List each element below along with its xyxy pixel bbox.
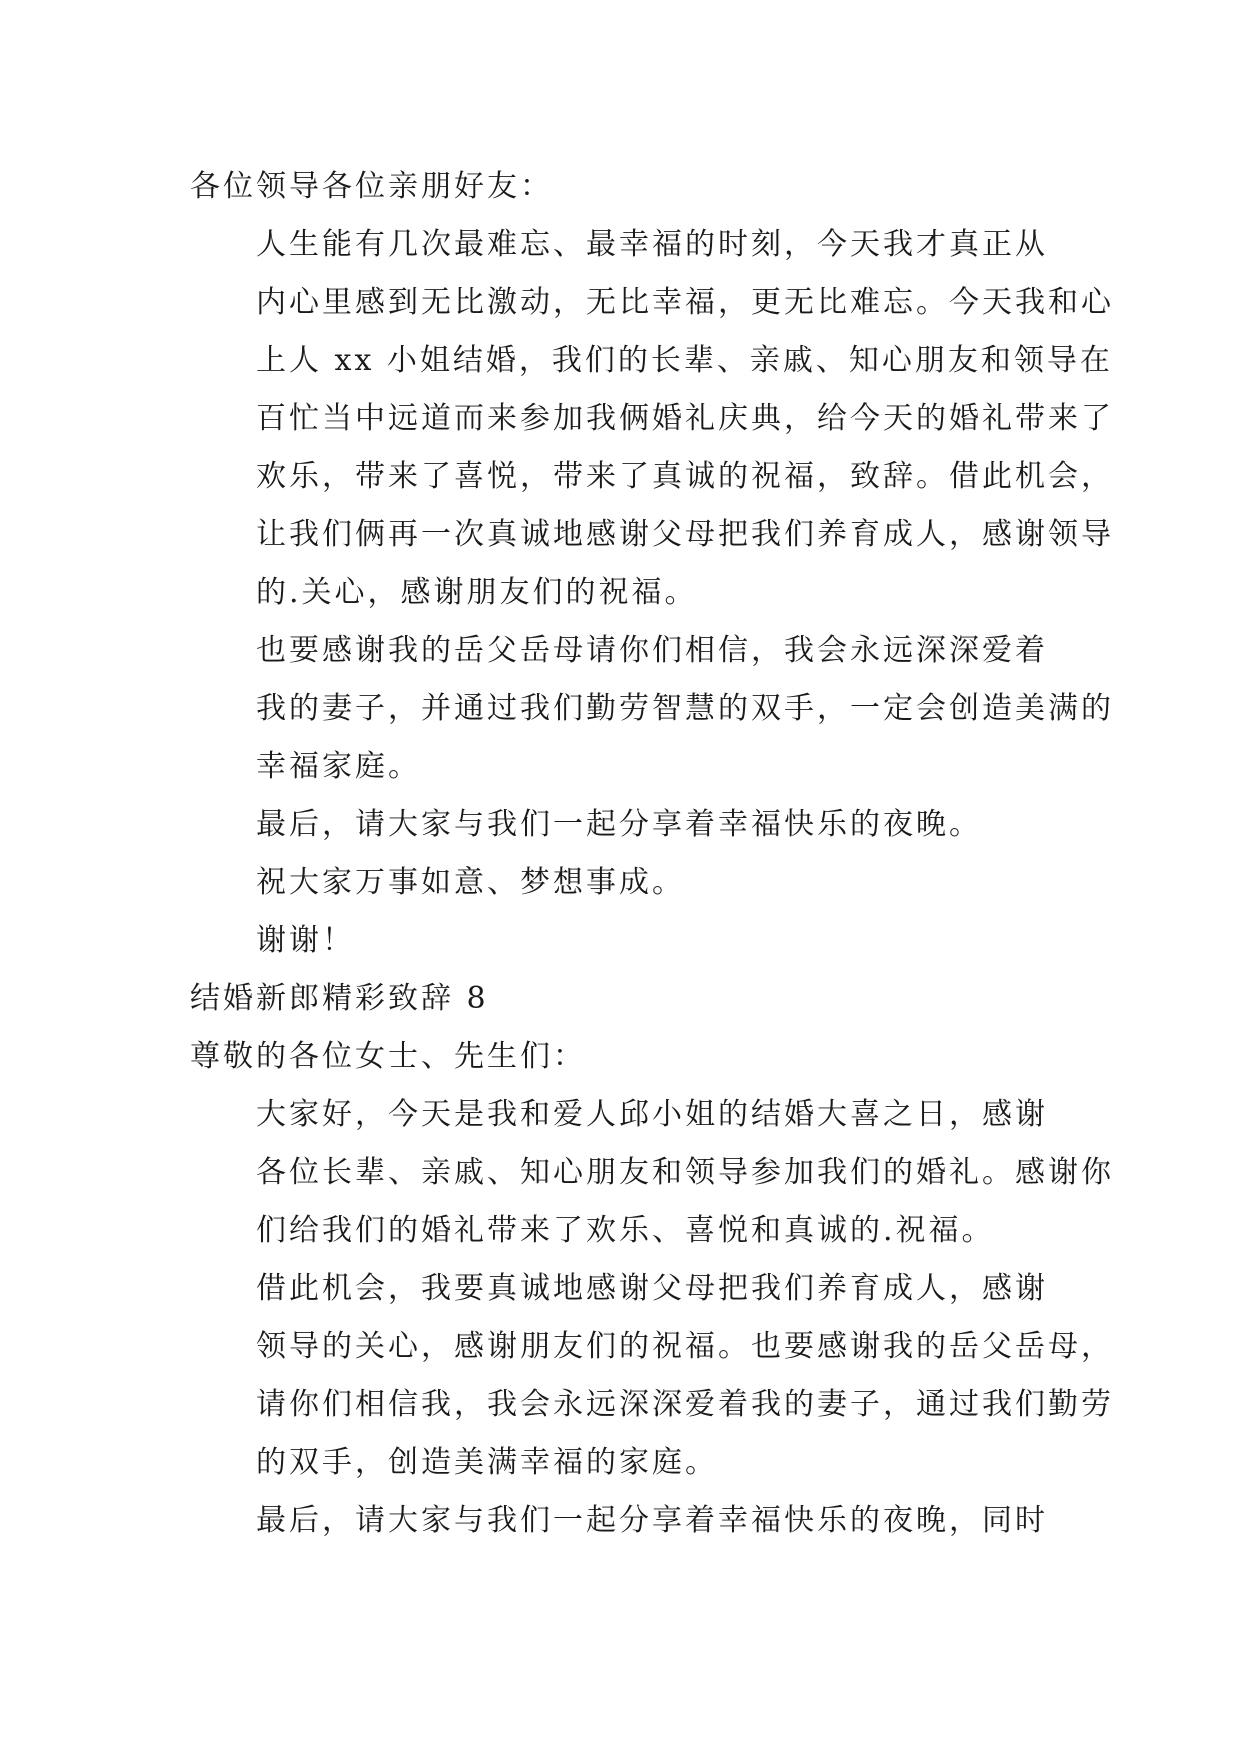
paragraph	[190, 1260, 1114, 1492]
text-line: 上人 xx 小姐结婚，我们的长辈、亲戚、知心朋友和领导在	[256, 343, 1113, 378]
document-body	[190, 158, 1114, 1550]
paragraph	[190, 622, 1114, 796]
text-line: 各位领导各位亲朋好友：	[190, 169, 553, 204]
text-line: 们给我们的婚礼带来了欢乐、喜悦和真诚的.祝福。	[256, 1213, 995, 1248]
paragraph	[190, 1492, 1050, 1550]
paragraph	[190, 158, 1050, 216]
text-line: 人生能有几次最难忘、最幸福的时刻，今天我才真正从	[256, 227, 1048, 262]
text-line: 借此机会，我要真诚地感谢父母把我们养育成人，感谢	[256, 1271, 1048, 1306]
text-line: 祝大家万事如意、梦想事成。	[256, 865, 685, 900]
paragraph	[190, 1028, 1050, 1086]
paragraph	[190, 912, 1050, 970]
text-line: 的.关心，感谢朋友们的祝福。	[256, 575, 698, 610]
text-line: 也要感谢我的岳父岳母请你们相信，我会永远深深爱着	[256, 633, 1048, 668]
text-line: 谢谢！	[256, 923, 355, 958]
paragraph	[190, 1086, 1114, 1260]
text-line: 内心里感到无比激动，无比幸福，更无比难忘。今天我和心	[256, 285, 1114, 320]
text-line: 大家好，今天是我和爱人邱小姐的结婚大喜之日，感谢	[256, 1097, 1048, 1132]
paragraph	[190, 854, 1050, 912]
text-line: 请你们相信我，我会永远深深爱着我的妻子，通过我们勤劳	[256, 1387, 1114, 1422]
text-line: 最后，请大家与我们一起分享着幸福快乐的夜晚，同时	[256, 1503, 1048, 1538]
text-line: 各位长辈、亲戚、知心朋友和领导参加我们的婚礼。感谢你	[256, 1155, 1114, 1190]
text-line: 欢乐，带来了喜悦，带来了真诚的祝福，致辞。借此机会，	[256, 459, 1114, 494]
paragraph	[190, 970, 1050, 1028]
text-line: 最后，请大家与我们一起分享着幸福快乐的夜晚。	[256, 807, 982, 842]
paragraph	[190, 216, 1114, 622]
text-line: 结婚新郎精彩致辞 8	[190, 981, 489, 1016]
text-line: 让我们俩再一次真诚地感谢父母把我们养育成人，感谢领导	[256, 517, 1114, 552]
text-line: 尊敬的各位女士、先生们：	[190, 1039, 586, 1074]
text-line: 我的妻子，并通过我们勤劳智慧的双手，一定会创造美满的	[256, 691, 1114, 726]
text-line: 的双手，创造美满幸福的家庭。	[256, 1445, 718, 1480]
text-line: 领导的关心，感谢朋友们的祝福。也要感谢我的岳父岳母，	[256, 1329, 1114, 1364]
paragraph	[190, 796, 1050, 854]
text-line: 幸福家庭。	[256, 749, 421, 784]
text-line: 百忙当中远道而来参加我俩婚礼庆典，给今天的婚礼带来了	[256, 401, 1114, 436]
